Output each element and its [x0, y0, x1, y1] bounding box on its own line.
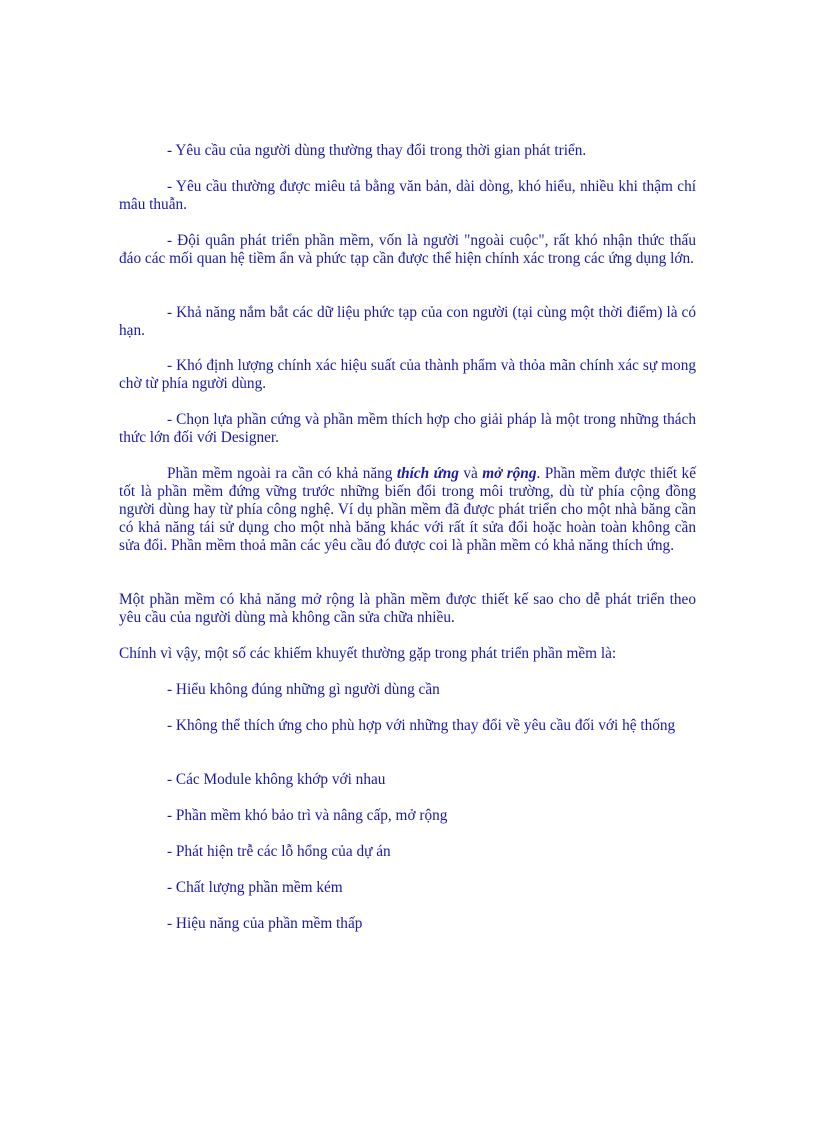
paragraph-performance: - Khó định lượng chính xác hiệu suất của thành phẩm và thỏa mãn chính xác sự mong chờ từ phía người dùng. — [119, 357, 696, 392]
defect-item: - Phần mềm khó bảo trì và nâng cấp, mở rộng — [167, 807, 448, 824]
term-extensibility: mở rộng — [482, 465, 537, 482]
paragraph-human-capacity: - Khả năng nắm bắt các dữ liệu phức tạp của con người (tại cùng một thời điểm) là có hạn. — [119, 304, 696, 339]
defect-item: - Hiểu không đúng những gì người dùng cần — [167, 681, 440, 698]
defect-item: - Phát hiện trễ các lỗ hổng của dự án — [167, 843, 391, 860]
paragraph-defects-intro: Chính vì vậy, một số các khiếm khuyết thường gặp trong phát triển phần mềm là: — [119, 645, 617, 662]
paragraph-requirement-change: - Yêu cầu của người dùng thường thay đổi trong thời gian phát triển. — [167, 142, 587, 159]
defect-item: - Không thể thích ứng cho phù hợp với những thay đổi về yêu cầu đối với hệ thống — [167, 717, 676, 734]
defect-item: - Chất lượng phần mềm kém — [167, 879, 343, 896]
paragraph-dev-team: - Đội quân phát triển phần mềm, vốn là người "ngoài cuộc", rất khó nhận thức thấu đáo các mối quan hệ tiềm ẩn và phức tạp cần được thể hiện chính xác trong các ứng dụng lớn. — [119, 232, 696, 267]
paragraph-hardware-software: - Chọn lựa phần cứng và phần mềm thích hợp cho giải pháp là một trong những thách thức lớn đối với Designer. — [119, 411, 696, 446]
adaptability-before: Phần mềm ngoài ra cần có khả năng — [167, 465, 397, 482]
term-adaptability: thích ứng — [396, 465, 459, 482]
defect-item: - Hiệu năng của phần mềm thấp — [167, 915, 363, 932]
paragraph-adaptability — [119, 465, 696, 555]
adaptability-after: . Phần mềm được thiết kế tốt là phần mềm đứng vững trước những biến đổi trong môi trường, dù từ phía cộng đồng người dùng hay từ phía công nghệ. Ví dụ phần mềm đã được phát triển cho một nhà băng cần có khả năng tái sử dụng cho một nhà băng khác với rất ít sửa đổi hoặc hoàn toàn không cần sửa đổi. Phần mềm thoả mãn các yêu cầu đó được coi là phần mềm có khả năng thích ứng. — [119, 465, 696, 554]
paragraph-requirement-description: - Yêu cầu thường được miêu tả bằng văn bản, dài dòng, khó hiểu, nhiều khi thậm chí mâu thuẫn. — [119, 178, 696, 213]
adaptability-mid: và — [458, 465, 483, 482]
defect-item: - Các Module không khớp với nhau — [167, 771, 386, 788]
paragraph-extensibility: Một phần mềm có khả năng mở rộng là phần mềm được thiết kế sao cho dễ phát triển theo yêu cầu của người dùng mà không cần sửa chữa nhiều. — [119, 591, 696, 626]
